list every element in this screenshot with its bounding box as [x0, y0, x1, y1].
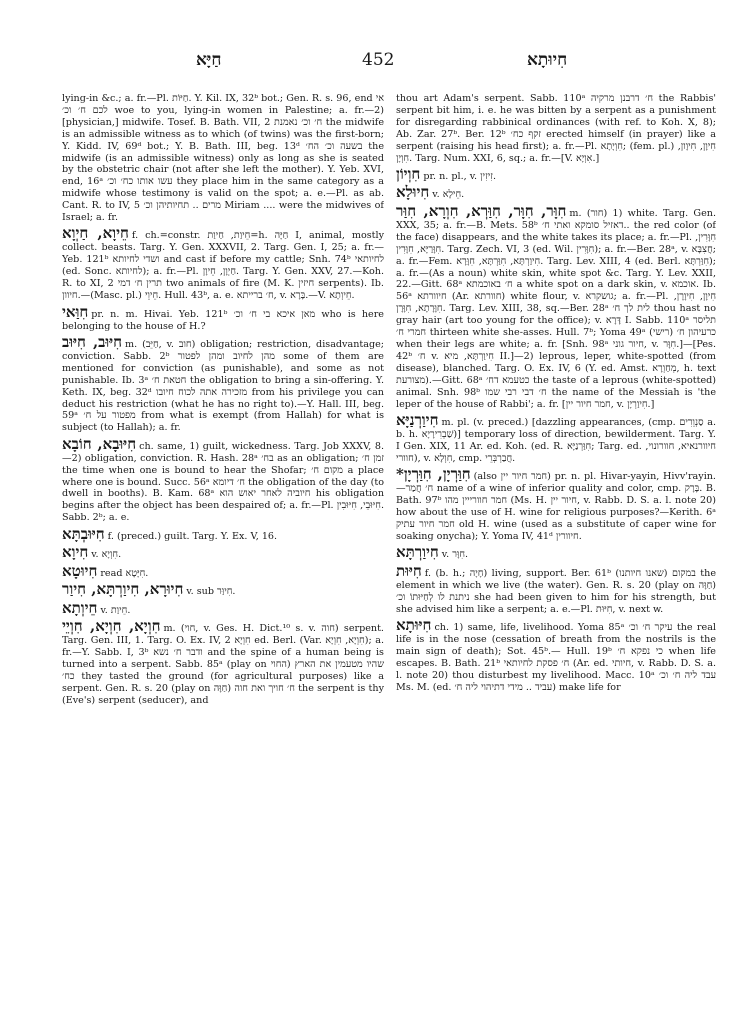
entry-headword: חִיוַרְנַיָּא [396, 410, 439, 429]
entry-headword: חִוַּרְיָן, חִוַּרְיָן* [396, 465, 471, 484]
left-column [62, 93, 384, 1003]
entry-headword: חִיּוּת [396, 561, 422, 580]
entry-text: m. (חור) 1) white. Targ. Gen. XXX, 35; a. fr.—B. Mets. 58ᵇ דאזיל סומקא ואתי ח׳.. the red color (of the face) disappears, and the white takes its place; a. fr.—Pl. חִוָּרִין, חִוָּרַיָּא, חִוָּרִין. Targ. Zech. VI, 3 (ed. Wil. חִוָּרִין); a. fr.—Ber. 28ᵃ, v. חֲצִבָּא; a. fr.—Fem. חִיוַרְתָּא, חִוַּרְתָּא, חִוָּרָא. Targ. Lev. XIII, 4 (ed. Berl. חִוַּרְתָּא); a. fr.—(As a noun) white skin, white spot &c. Targ. Y. Lev. XXII, 22.—Gitt. 68ᵃ ח׳ באוכמתא a white spot on a dark skin, v. אוכמא. Ib. 56ᵃ חיוורתא (Ar. חוורתא) white flour, v. גושקרא; a. fr.—Pl. חִיוָן, חִיוָרָן, חִוָּרָתָא, חִוָּרָן. Targ. Lev. XIII, 38, sq.—Ber. 28ᵃ לית לך ח׳ thou hast no gray hair (art too young for the office); v. דָּרָא I. Sabb. 110ᵃ תליסר חמרי ח׳ thirteen white she-asses. Hull. 7ᵇ; Yoma 49ᵃ (רישי) כרעיהון ח׳ when their legs are white; a. fr. [Snh. 98ᵃ חיור גוני, v. חִוָּר.]—[Pes. 42ᵇ ח׳ v. חִיוַרְתָּא, מיא II.]—2) leprous, leper, white-spotted (from disease), blanched. Targ. O. Ex. IV, 6 (Y. ed. Amst. מְחַוְרָא, h. text מצורעת).—Gitt. 68ᵃ כטעמא דח׳ the taste of a leprous (white-spotted) animal. Snh. 98ᵇ ח׳ דבי רבי שמו the name of the Messiah is 'the leper of the house of Rabbi'; a. fr. [חמר חיור יין, v. חִיוַרְיָן.] [396, 207, 716, 410]
dictionary-entry [62, 93, 384, 224]
dictionary-entry [62, 600, 384, 617]
entry-headword: חִיוּטָא [62, 561, 98, 580]
entry-headword: חִוְיוֹן [396, 164, 421, 183]
entry-headword: חִיוּלָא [396, 183, 430, 202]
dictionary-entry [62, 304, 384, 333]
dictionary-entry [62, 436, 384, 524]
entry-headword: חִיּוּתָא [396, 615, 432, 634]
entry-headword: חִיּוּב, חִיּוּב [62, 332, 123, 351]
right-column [396, 93, 716, 1003]
entry-text: (also חמר חיור יין) pr. n. pl. Hivar-yayin, Hivv'rayin.—ח׳ חֲמַר name of a wine of inferior quality and color, cmp. בָּרָק. B. Bath. 97ᵇ חמר חוורייין מהו (Ms. H. חיור יין, v. Rabb. D. S. a. l. note 20) how about the use of H. wine for religious purposes?—Kerith. 6ᵃ חמר חיור עתיק old H. wine (used as a substitute of caper wine for soaking onycha); Y. Yoma IV, 41ᵈ חיוורין. [396, 471, 716, 542]
entry-text: ch. same, 1) guilt, wickedness. Targ. Job XXXV, 8.—2) obligation, conviction. R. Hash. 28ᵃ בח׳ as an obligation; זמן ח׳ the time when one is bound to hear the Shofar; מקום ח׳ a place where one is bound. Succ. 56ᵃ ח׳ דיומא the obligation of the day (to dwell in booths). B. Kam. 68ᵃ חיוביה לאחר יאוש הוא his obligation begins after the object has been despaired of; a. fr.—Pl. חִיּוּבֵי, חִיּוּבִין. Sabb. 2ᵇ; a. e. [62, 440, 384, 524]
dictionary-entry [396, 93, 716, 164]
dictionary-entry [396, 563, 716, 616]
entry-headword: חִיוּרָא, חִיוַרְתָּא, חִיוַר [62, 580, 184, 599]
entry-text: v. חִוְיָא. [91, 549, 122, 561]
dictionary-entry [62, 618, 384, 706]
dictionary-entry [62, 225, 384, 302]
entry-headword: חֵיוְתָא [62, 598, 98, 617]
entry-text: m. (חוי, v. Ges. H. Dict.¹⁰ s. v. חוה) serpent. Targ. Gen. III, 1. Targ. O. Ex. IV, 2 חִוְיָא ed. Berl. (Var. חִוְיָא, חִוְיָא); a. fr.—Y. Sabb. I, 3ᵇ ודבר ח׳ נשא and the spine of a human being is turned into a serpent. Sabb. 85ᵃ (play on החוי) שהיו מטעמין את הארץ כח׳ they tasted the ground (for agricultural purposes) like a serpent. Gen. R. s. 20 (play on חַוָּה) ח׳ חויך ואת חוה the serpent is thy (Eve's) serpent (seducer), and [62, 623, 384, 706]
dictionary-entry [396, 203, 716, 411]
entry-text: pr. n. pl., v. זִיזִין. [423, 170, 496, 182]
entry-text: v. sub חִיוַּר. [186, 586, 236, 598]
dictionary-entry [62, 334, 384, 434]
entry-headword: חִיוָא [62, 543, 89, 562]
entry-text: v. חִוָּר. [441, 549, 469, 561]
entry-text: f. (preced.) guilt. Targ. Y. Ex. V, 16. [107, 530, 278, 542]
entry-text: lying-in &c.; a. fr.—Pl. חַיּוֹת. Y. Kil. IX, 32ᵇ bot.; Gen. R. s. 96, end אי לכם ח׳ וכ׳ woe to you, lying-in women in Palestine; a. fr.—2) [physician,] midwife. Tosef. B. Bath. VII, 2 ח׳ וכ׳ נאמנת the midwife is an admissible witness as to which (of twins) was the first-born; Y. Kidd. IV, 69ᵈ bot.; Y. B. Bath. III, beg. 13ᵈ בשעה וכ׳ הח׳ the midwife (is an admissible witness) only as long as she is seated by the obstetric chair (not after she left the mother). Y. Yeb. XVI, end, 16ᵃ עשו אותו כח׳ וכ׳ they place him in the same category as a midwife whose testimony is valid on the spot; a. e.—Pl. as ab. Cant. R. to IV, 5 מרים .. תחיותיהן וכ׳ Miriam .... were the midwives of Israel; a. fr. [62, 93, 384, 224]
entry-text: f. ch.=constr. חֵיוַת, חַיוַת=h. חַיָּה I, animal, mostly collect. beasts. Targ. Y. Gen. XXXVII, 2. Targ. Gen. I, 25; a. fr.—Yeb. 121ᵇ ושדי לחיותא and cast if before my cattle; Snh. 74ᵇ לחיותאי (ed. Sonc. לחיותא); a. fr.—Pl. חַיְוָן, חֵיוָן. Targ. Y. Gen. XXV, 27.—Koh. R. to XI, 2 תרין ח׳ דמי two animals of fire (M. K. חיזין serpents). Ib. חיוון.—(Masc. pl.) חֵיוֵי. Hull. 43ᵇ, a. e. ח׳ ברייתא, v. בָּרָא.—V. חֵיוְתָא. [62, 230, 384, 302]
entry-headword: חִוְיָא, חִוְיָא, חִוְיֵי [62, 617, 161, 636]
entry-text: f. (b. h.; חָיָה) living, support. Ber. 61ᵇ במקום (שאנו חיותנו) the element in which we live (the water). Gen. R. s. 20 (play on חַוָּה) ניתנת לו לְחַיּוּתוֹ וכ׳ she had been given to him for his strength, but she advised him like a serpent; a. e.—Pl. חִיּוּת, v. next w. [396, 567, 716, 615]
page-number: 452 [362, 50, 395, 70]
entry-headword: חִוָּר, חִוָּר, חִוַּרְא, חִוְרָא, חִוַּר [396, 201, 567, 220]
entry-text: v. חֵיוַת. [100, 604, 131, 616]
entry-headword: חִוַּאי [62, 302, 89, 321]
entry-text: v. חֵילָא. [432, 189, 465, 201]
page-header [0, 50, 750, 74]
dictionary-entry [396, 166, 716, 183]
dictionary-entry [396, 184, 716, 201]
dictionary-entry [62, 581, 384, 598]
entry-text: ch. 1) same, life, livelihood. Yoma 85ᵃ עיקר ח׳ וכ׳ the real life is in the nose (cessation of breath from the nostrils is the main sign of death); Sot. 45ᵇ.— Hull. 19ᵇ כי נפקא ח׳ when life escapes. B. Bath. 21ᵇ ח׳ פסקת לחיותאי (Ar. ed. חיותי, v. Rabb. D. S. a. l. note 20) thou disturbest my livelihood. Macc. 10ᵃ עבד ליה ח׳ וכ׳ Ms. M. (ed. עביד .. מידי דתיהוי ליה ח׳) make life for [396, 621, 716, 693]
dictionary-entry [62, 544, 384, 561]
dictionary-entry [396, 617, 716, 694]
entry-headword: חֵיוָא, חַיְוָא [62, 224, 129, 243]
entry-text: thou art Adam's serpent. Sabb. 110ᵃ ח׳ דרבנן מרקיה the Rabbis' serpent bit him, i. e. he was bitten by a serpent as a punishment for disregarding rabbinical ordinances (with ref. to Koh. X, 8); Ab. Zar. 27ᵇ. Ber. 12ᵇ זקף כח׳ erected himself (in prayer) like a serpent (raising his head first); a. fr.—Pl. חִוְיָתָא; (fem. pl.) חִיוָן, חִיוָון, חִוְיָן. Targ. Num. XXI, 6, sq.; a. fr.—[V. אִוְיָא.] [396, 93, 716, 164]
header-left-word: חַיָּא [196, 50, 222, 70]
dictionary-entry [62, 526, 384, 543]
dictionary-entry [396, 466, 716, 543]
entry-text: m. pl. (v. preced.) [dazzling appearances, (cmp. סַנְוֵרִים a. b. h. שַׁבְרִירָיָא)] temporary loss of direction, bewilderment. Targ. Y. I Gen. XIX, 11 Ar. ed. Koh. (ed. R. חִוַּרְנַיָּא; Targ. ed. חיוורנאיא, חוורונוי, חוורי), v. חִוְלָא, cmp. חֲבַרְבְּרֵי. [396, 416, 716, 464]
dictionary-entry [396, 544, 716, 561]
entry-text: read חִיָּטָא. [100, 567, 149, 579]
entry-text: pr. n. m. Hivai. Yeb. 121ᵇ מאן איכא בי ח׳ וכ׳ who is here belonging to the house of H.? [62, 308, 384, 332]
dictionary-entry [62, 563, 384, 580]
entry-headword: חִיּוּבְתָּא [62, 524, 105, 543]
dictionary-entry [396, 412, 716, 465]
entry-text: m. (חַיֵּב, v. חוב) obligation; restriction, disadvantage; conviction. Sabb. 2ᵇ מהן לחיוב ומהן לפטור some of them are mentioned for conviction (as punishable), and some as not punishable. Ib. 3ᵃ חטאת ח׳ the obligation to bring a sin-offering. Y. Keth. IX, beg. 32ᵈ מזכירה אתה לכוח חיובו from his privilege you can deduct his restriction (what he has no right to).—Y. Hall. III, beg. 59ᵃ מפטור על ח׳ from what is exempt (from Hallah) for what is subject (to Hallah); a. fr. [62, 338, 384, 434]
header-right-word: חִיוּתָא [527, 50, 568, 70]
entry-headword: חִיּוּבָא, חוֹבָא [62, 434, 137, 453]
entry-headword: חִיוַרְתָּא [396, 543, 439, 562]
